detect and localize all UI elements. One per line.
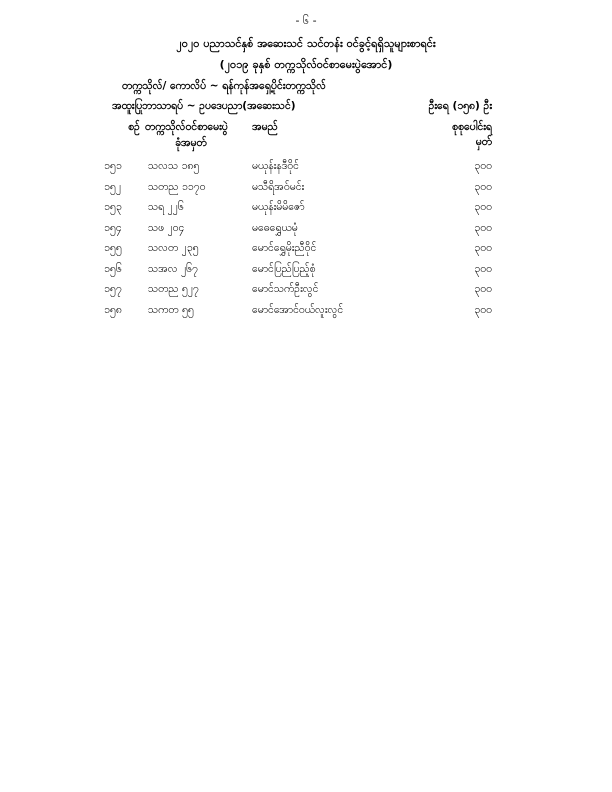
table-row (0, 201, 612, 222)
total-score: ၃၀၀ (474, 262, 492, 275)
document-subtitle: (၂၀၁၉ ခုနှစ် တက္ကသိုလ်ဝင်စာမေးပွဲအောင်) (219, 58, 393, 71)
student-name: မောင်သက်ဦးလွင် (252, 283, 319, 295)
row-number: ၁၅၈ (104, 303, 122, 316)
total-score: ၃၀၀ (474, 201, 492, 213)
column-header-roll-sub: ခုံအမှတ် (175, 137, 207, 149)
student-count-label: ဦးရေ (၁၅၈) ဦး (428, 100, 492, 112)
student-name: မယုန်းနဒီဝိုင် (252, 160, 299, 172)
total-score: ၃၀၀ (474, 160, 492, 172)
roll-number: သတည ၁၁၇၀ (148, 180, 206, 193)
total-score: ၃၀၀ (474, 180, 492, 193)
row-number: ၁၅၆ (104, 262, 122, 275)
major-subject-label: အထူးပြုဘာသာရပ် ~ ဥပဒေပညာ(အဆေးသင်) (112, 100, 296, 112)
document-title: ၂၀၂၀ ပညာသင်နှစ် အဆေးသင် သင်တန်း ဝင်ခွင့်ရရှိသူများစာရင်း (176, 37, 436, 50)
table-row (0, 263, 612, 284)
table-row (0, 242, 612, 263)
total-score: ၃၀၀ (474, 303, 492, 316)
total-score: ၃၀၀ (474, 283, 492, 295)
roll-number: သလသ ၁၈၅ (148, 160, 200, 172)
row-number: ၁၅၄ (104, 221, 122, 234)
student-name: မယုန်းမိမိဇော် (252, 201, 305, 213)
roll-number: သတည ၅၂၇ (148, 283, 199, 295)
student-list (0, 160, 612, 324)
table-row (0, 304, 612, 325)
student-name: မဓေရွှေယမုံ (252, 221, 298, 234)
roll-number: သအလ ၂၆၇ (148, 262, 198, 275)
row-number: ၁၅၂ (104, 180, 121, 193)
column-header-no: စဉ် (128, 121, 140, 133)
table-row (0, 181, 612, 202)
column-header-roll: တက္ကသိုလ်ဝင်စာမေးပွဲ (145, 121, 228, 133)
total-score: ၃၀၀ (474, 221, 492, 234)
table-row (0, 222, 612, 243)
row-number: ၁၅၅ (104, 242, 122, 254)
page-number: - ၆ - (295, 14, 317, 27)
row-number: ၁၅၇ (104, 283, 122, 295)
student-name: မောင်ပြည်ပြည့်စုံ (252, 262, 316, 275)
column-header-name: အမည် (252, 121, 278, 133)
university-label: တက္ကသိုလ်/ ကောလိပ် ~ ရန်ကုန်အရှေ့ပိုင်းတက္ကသိုလ် (122, 80, 326, 92)
table-row (0, 283, 612, 304)
total-score: ၃၀၀ (474, 242, 492, 254)
row-number: ၁၅၁ (104, 160, 122, 172)
row-number: ၁၅၃ (104, 201, 122, 213)
roll-number: သကတ ၅၅ (148, 303, 194, 316)
roll-number: သရ ၂၂၆ (148, 201, 184, 213)
student-name: မသီရိအဝ်မင်း (252, 180, 305, 193)
student-name: မောင်အောင်ဝယ်လူးလွင် (252, 303, 344, 316)
roll-number: သဖ ၂၀၄ (148, 221, 185, 234)
roll-number: သလတ ၂၃၅ (148, 242, 199, 254)
table-row (0, 160, 612, 181)
column-header-score: စုစုပေါင်းရမှတ် (452, 121, 492, 148)
student-name: မောင်ရွှေမိုးညီဝိုင် (252, 242, 317, 254)
